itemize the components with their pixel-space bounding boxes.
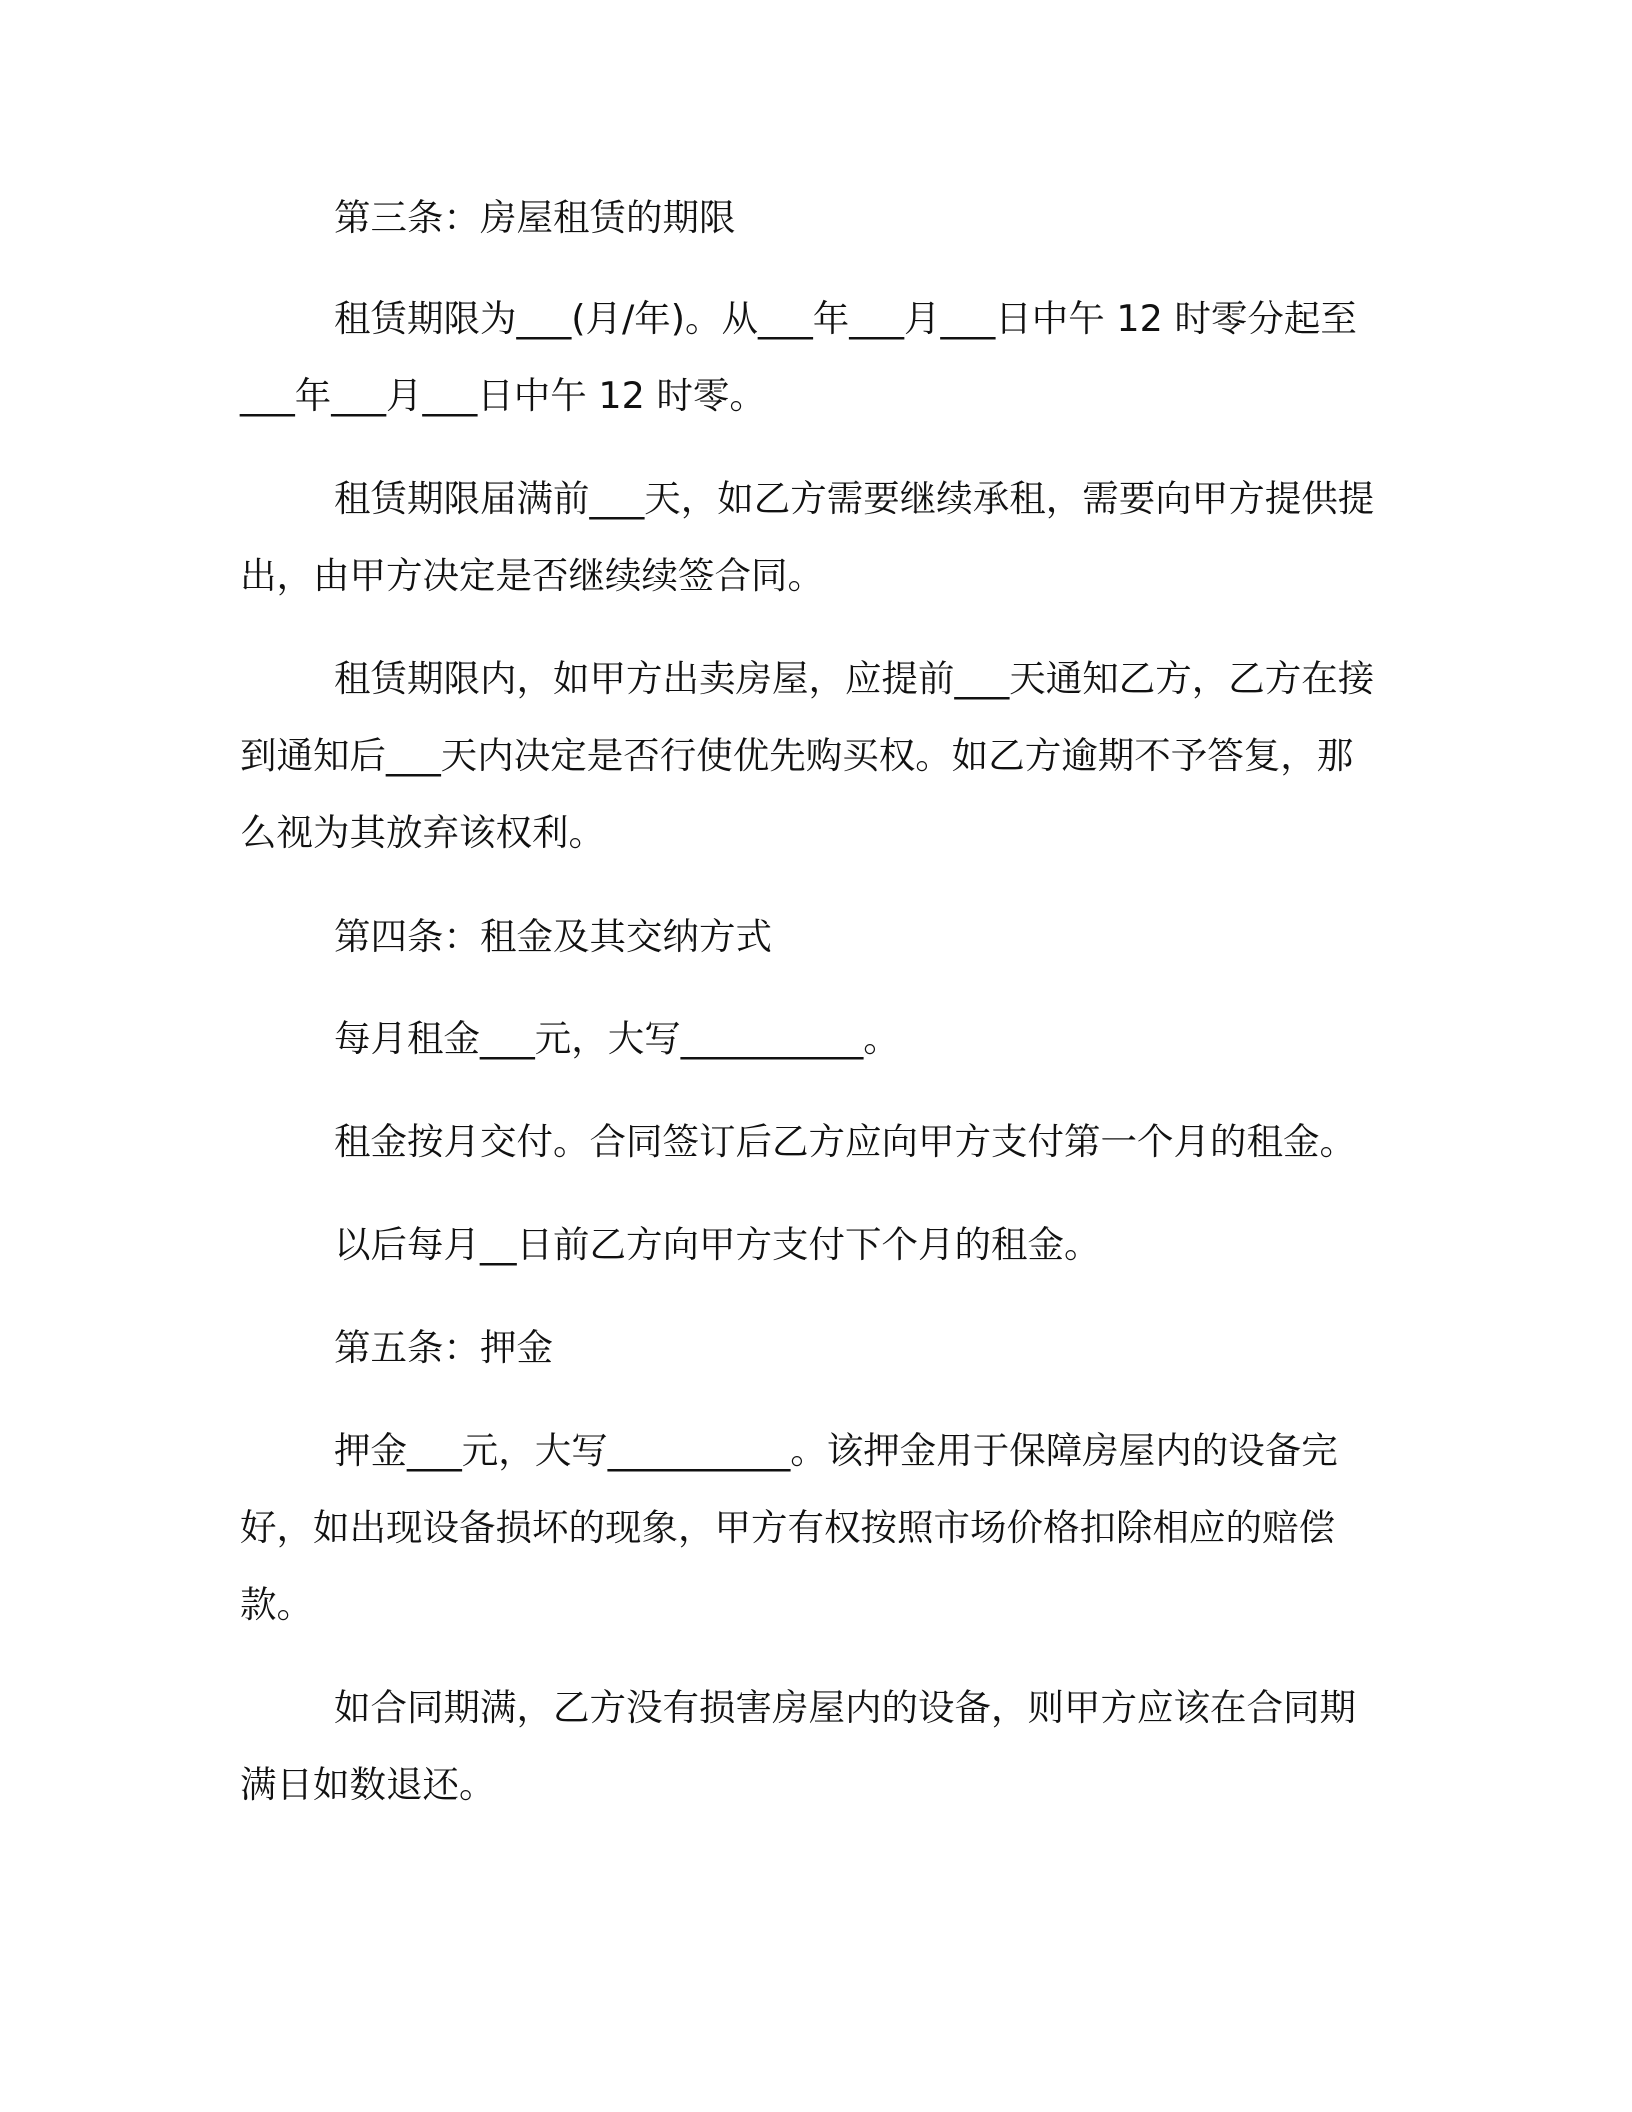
preemption-paragraph: 租赁期限内，如甲方出卖房屋，应提前___天通知乙方，乙方在接到通知后___天内决定是否行使优先购买权。如乙方逾期不予答复，那么视为其放弃该权利。 — [240, 657, 1375, 854]
deposit-paragraph: 押金___元，大写__________。该押金用于保障房屋内的设备完好，如出现设备损坏的现象，甲方有权按照市场价格扣除相应的赔偿款。 — [240, 1429, 1338, 1626]
renewal-paragraph: 租赁期限届满前___天，如乙方需要继续承租，需要向甲方提供提出，由甲方决定是否继续续签合同。 — [240, 477, 1375, 597]
subsequent-rent-paragraph: 以后每月__日前乙方向甲方支付下个月的租金。 — [334, 1223, 1101, 1266]
lease-term-paragraph: 租赁期限为___(月/年)。从___年___月___日中午 12 时零分起至___年___月___日中午 12 时零。 — [240, 297, 1357, 417]
monthly-rent-paragraph: 每月租金___元，大写__________。 — [334, 1017, 900, 1060]
section-heading-4: 第四条：租金及其交纳方式 — [334, 915, 772, 958]
rent-payment-paragraph: 租金按月交付。合同签订后乙方应向甲方支付第一个月的租金。 — [334, 1120, 1356, 1163]
section-heading-5: 第五条：押金 — [334, 1326, 553, 1369]
deposit-refund-paragraph: 如合同期满，乙方没有损害房屋内的设备，则甲方应该在合同期满日如数退还。 — [240, 1686, 1356, 1806]
section-heading-3: 第三条：房屋租赁的期限 — [334, 196, 736, 239]
